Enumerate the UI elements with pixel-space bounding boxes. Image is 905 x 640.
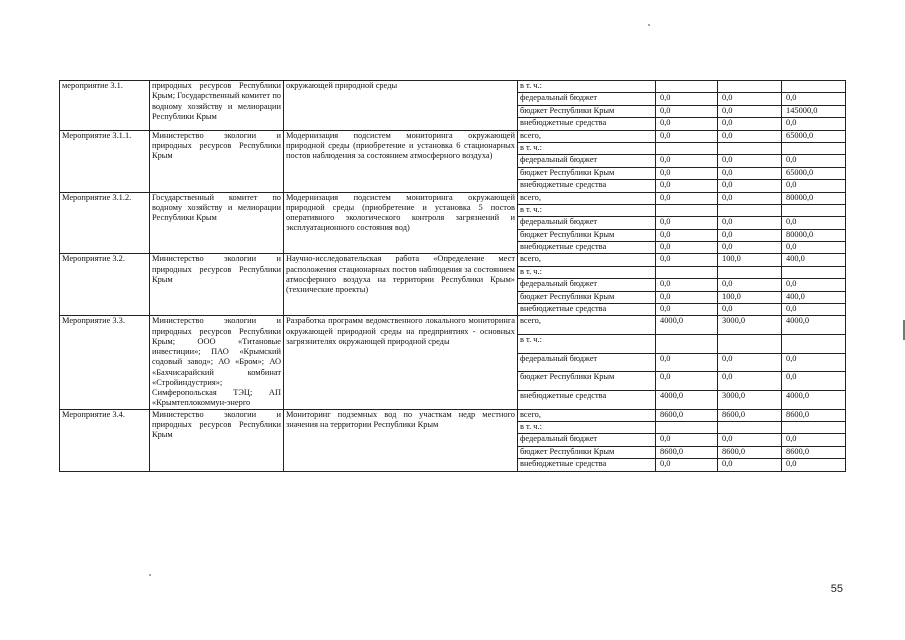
value-cell: 0,0 <box>718 353 782 372</box>
description-cell: Разработка программ ведомственного локального мониторинга окружающей природной среды на предприятиях - основных загрязнителях окружающей природной среды <box>284 316 518 409</box>
value-cell: 0,0 <box>656 229 718 241</box>
table-row <box>60 130 846 142</box>
value-cell: 0,0 <box>656 254 718 266</box>
value-cell <box>718 266 782 278</box>
executor-cell: природных ресурсов Республики Крым; Государственный комитет по водному хозяйству и мелиорации Республики Крым <box>150 81 284 131</box>
table-row <box>60 192 846 204</box>
value-cell: 0,0 <box>718 192 782 204</box>
value-cell: 0,0 <box>718 180 782 192</box>
scan-speck <box>648 24 650 26</box>
funding-source-cell: в т. ч.: <box>518 204 656 216</box>
funding-source-cell: всего, <box>518 316 656 335</box>
value-cell: 0,0 <box>782 304 846 316</box>
funding-source-cell: внебюджетные средства <box>518 459 656 471</box>
measure-cell: Мероприятие 3.2. <box>60 254 150 316</box>
executor-cell: Государственный комитет по водному хозяйству и мелиорации Республики Крым <box>150 192 284 254</box>
value-cell <box>718 204 782 216</box>
value-cell: 0,0 <box>656 434 718 446</box>
value-cell <box>782 81 846 93</box>
measure-cell: Мероприятие 3.3. <box>60 316 150 409</box>
value-cell <box>656 81 718 93</box>
value-cell: 0,0 <box>782 434 846 446</box>
value-cell <box>782 204 846 216</box>
value-cell: 0,0 <box>718 229 782 241</box>
value-cell: 0,0 <box>782 217 846 229</box>
measure-cell: мероприятие 3.1. <box>60 81 150 131</box>
value-cell: 0,0 <box>718 242 782 254</box>
measure-cell: Мероприятие 3.1.2. <box>60 192 150 254</box>
value-cell: 0,0 <box>656 372 718 391</box>
funding-source-cell: внебюджетные средства <box>518 390 656 409</box>
value-cell: 0,0 <box>656 180 718 192</box>
value-cell: 0,0 <box>782 118 846 130</box>
value-cell: 4000,0 <box>656 316 718 335</box>
value-cell: 0,0 <box>656 353 718 372</box>
value-cell: 0,0 <box>656 279 718 291</box>
funding-source-cell: в т. ч.: <box>518 81 656 93</box>
value-cell: 400,0 <box>782 254 846 266</box>
funding-source-cell: бюджет Республики Крым <box>518 105 656 117</box>
value-cell: 0,0 <box>782 155 846 167</box>
value-cell: 0,0 <box>656 155 718 167</box>
value-cell <box>656 266 718 278</box>
value-cell: 0,0 <box>656 93 718 105</box>
table-row <box>60 254 846 266</box>
value-cell: 3000,0 <box>718 316 782 335</box>
description-cell: окружающей природной среды <box>284 81 518 131</box>
value-cell: 0,0 <box>782 353 846 372</box>
value-cell: 100,0 <box>718 254 782 266</box>
value-cell: 3000,0 <box>718 390 782 409</box>
value-cell <box>718 335 782 354</box>
table-row <box>60 409 846 421</box>
executor-cell: Министерство экологии и природных ресурсов Республики Крым <box>150 254 284 316</box>
funding-source-cell: бюджет Республики Крым <box>518 291 656 303</box>
funding-source-cell: всего, <box>518 409 656 421</box>
value-cell: 4000,0 <box>656 390 718 409</box>
value-cell: 145000,0 <box>782 105 846 117</box>
funding-source-cell: в т. ч.: <box>518 335 656 354</box>
value-cell: 0,0 <box>718 217 782 229</box>
value-cell <box>656 422 718 434</box>
funding-table <box>59 80 846 472</box>
value-cell <box>718 422 782 434</box>
executor-cell: Министерство экологии и природных ресурсов Республики Крым <box>150 409 284 471</box>
value-cell: 0,0 <box>656 459 718 471</box>
value-cell <box>718 81 782 93</box>
value-cell: 80000,0 <box>782 229 846 241</box>
value-cell: 0,0 <box>718 304 782 316</box>
value-cell: 100,0 <box>718 291 782 303</box>
description-cell: Мониторинг подземных вод по участкам недр местного значения на территории Республики Крым <box>284 409 518 471</box>
funding-source-cell: всего, <box>518 130 656 142</box>
value-cell <box>656 335 718 354</box>
value-cell: 0,0 <box>718 279 782 291</box>
value-cell: 65000,0 <box>782 130 846 142</box>
page-number: 55 <box>830 583 843 595</box>
table-row <box>60 81 846 93</box>
value-cell: 8600,0 <box>718 409 782 421</box>
description-cell: Модернизация подсистем мониторинга окружающей природной среды (приобретение и установка 5 постов оперативного экологического контроля загрязнений и эксплуатационного состояния вод) <box>284 192 518 254</box>
value-cell <box>782 422 846 434</box>
value-cell <box>656 204 718 216</box>
funding-source-cell: внебюджетные средства <box>518 304 656 316</box>
value-cell: 0,0 <box>718 130 782 142</box>
value-cell: 400,0 <box>782 291 846 303</box>
executor-cell: Министерство экологии и природных ресурсов Республики Крым <box>150 130 284 192</box>
value-cell: 0,0 <box>718 105 782 117</box>
funding-source-cell: внебюджетные средства <box>518 118 656 130</box>
measure-cell: Мероприятие 3.1.1. <box>60 130 150 192</box>
value-cell: 0,0 <box>656 217 718 229</box>
value-cell <box>782 142 846 154</box>
value-cell <box>718 142 782 154</box>
table-row <box>60 316 846 335</box>
value-cell: 4000,0 <box>782 316 846 335</box>
value-cell: 0,0 <box>718 167 782 179</box>
funding-source-cell: в т. ч.: <box>518 142 656 154</box>
value-cell: 0,0 <box>782 459 846 471</box>
value-cell: 0,0 <box>782 242 846 254</box>
funding-source-cell: внебюджетные средства <box>518 180 656 192</box>
value-cell: 4000,0 <box>782 390 846 409</box>
funding-source-cell: внебюджетные средства <box>518 242 656 254</box>
value-cell: 0,0 <box>718 372 782 391</box>
value-cell: 0,0 <box>782 372 846 391</box>
value-cell: 0,0 <box>782 180 846 192</box>
value-cell: 0,0 <box>656 242 718 254</box>
scan-speck <box>149 574 151 576</box>
value-cell: 80000,0 <box>782 192 846 204</box>
funding-source-cell: в т. ч.: <box>518 422 656 434</box>
value-cell: 0,0 <box>656 291 718 303</box>
value-cell: 0,0 <box>718 118 782 130</box>
value-cell: 0,0 <box>656 118 718 130</box>
measure-cell: Мероприятие 3.4. <box>60 409 150 471</box>
value-cell: 0,0 <box>718 93 782 105</box>
description-cell: Научно-исследовательская работа «Определение мест расположения стационарных постов наблюдения за состоянием атмосферного воздуха на территории Республики Крым» (технические проекты) <box>284 254 518 316</box>
value-cell: 0,0 <box>656 167 718 179</box>
funding-source-cell: федеральный бюджет <box>518 353 656 372</box>
funding-source-cell: федеральный бюджет <box>518 93 656 105</box>
value-cell: 0,0 <box>782 93 846 105</box>
value-cell: 0,0 <box>718 155 782 167</box>
funding-source-cell: федеральный бюджет <box>518 434 656 446</box>
funding-source-cell: бюджет Республики Крым <box>518 167 656 179</box>
funding-source-cell: бюджет Республики Крым <box>518 229 656 241</box>
value-cell: 0,0 <box>656 304 718 316</box>
value-cell: 0,0 <box>656 130 718 142</box>
value-cell: 8600,0 <box>656 446 718 458</box>
funding-source-cell: бюджет Республики Крым <box>518 446 656 458</box>
value-cell <box>656 142 718 154</box>
funding-source-cell: бюджет Республики Крым <box>518 372 656 391</box>
funding-source-cell: федеральный бюджет <box>518 217 656 229</box>
value-cell: 0,0 <box>782 279 846 291</box>
executor-cell: Министерство экологии и природных ресурсов Республики Крым; ООО «Титановые инвестиции»; ПАО «Крымский содовый завод»; АО «Бром»; АО «Бахчисарайский комбинат «Стройиндустрия»; Симферопольская ТЭЦ; АП «Крымтеплокоммун-энерго <box>150 316 284 409</box>
value-cell: 0,0 <box>656 192 718 204</box>
value-cell: 0,0 <box>656 105 718 117</box>
description-cell: Модернизация подсистем мониторинга окружающей природной среды (приобретение и установка 6 стационарных постов наблюдения за состоянием атмосферного воздуха) <box>284 130 518 192</box>
value-cell <box>782 266 846 278</box>
funding-source-cell: всего, <box>518 192 656 204</box>
funding-source-cell: в т. ч.: <box>518 266 656 278</box>
value-cell <box>782 335 846 354</box>
funding-source-cell: федеральный бюджет <box>518 279 656 291</box>
value-cell: 0,0 <box>718 434 782 446</box>
value-cell: 8600,0 <box>782 409 846 421</box>
value-cell: 65000,0 <box>782 167 846 179</box>
value-cell: 8600,0 <box>656 409 718 421</box>
funding-source-cell: всего, <box>518 254 656 266</box>
funding-source-cell: федеральный бюджет <box>518 155 656 167</box>
value-cell: 8600,0 <box>718 446 782 458</box>
value-cell: 0,0 <box>718 459 782 471</box>
value-cell: 8600,0 <box>782 446 846 458</box>
